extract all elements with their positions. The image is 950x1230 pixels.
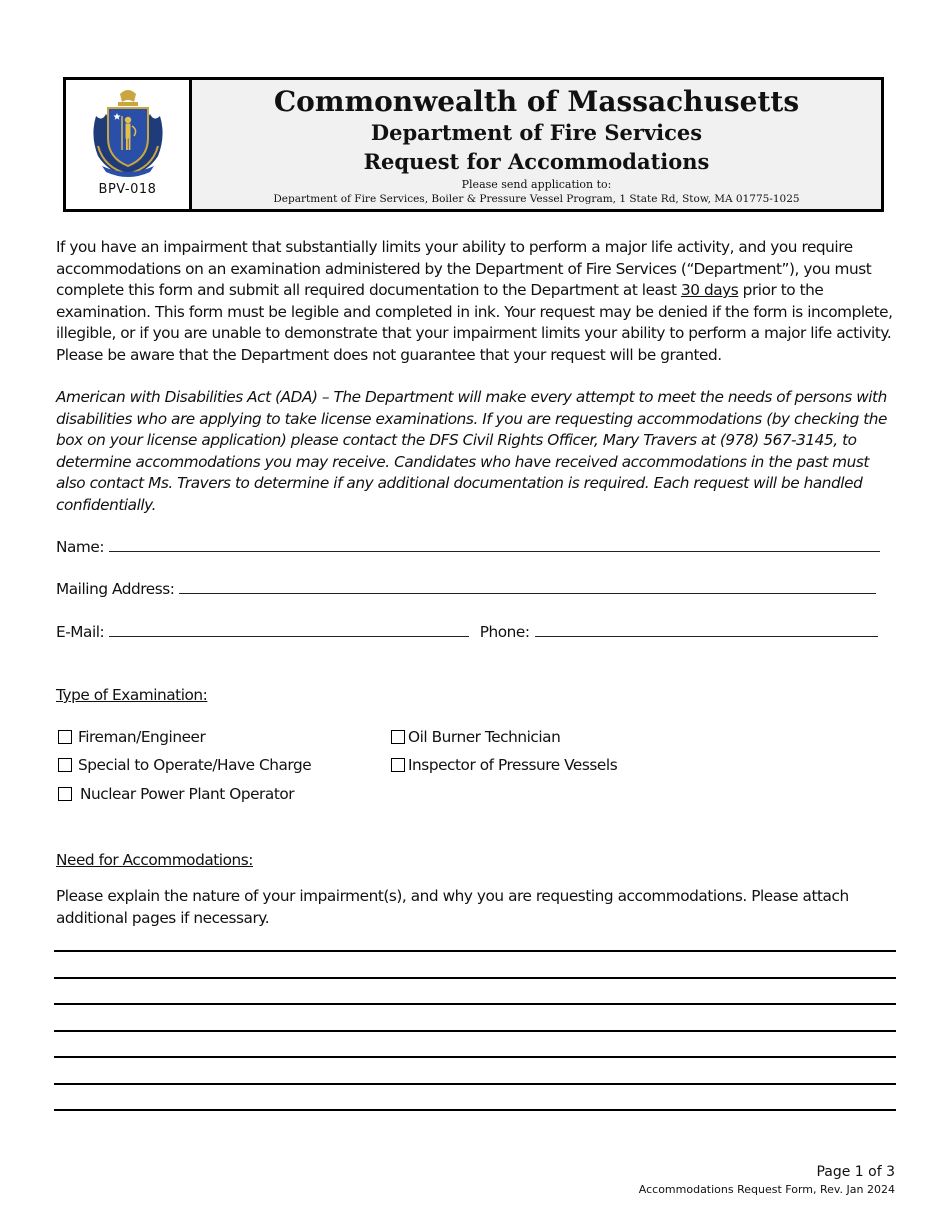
- email-label: E-Mail:: [56, 623, 105, 641]
- checkbox[interactable]: [58, 787, 72, 801]
- page-title: Commonwealth of Massachusetts: [273, 85, 800, 118]
- writing-line[interactable]: [54, 977, 896, 979]
- writing-line[interactable]: [54, 1030, 896, 1032]
- exam-option-fireman[interactable]: [58, 728, 205, 746]
- option-label: Special to Operate/Have Charge: [78, 756, 312, 774]
- writing-line[interactable]: [54, 1003, 896, 1005]
- exam-option-oil-burner[interactable]: [391, 728, 560, 746]
- address-row: [56, 579, 876, 598]
- writing-line[interactable]: [54, 1109, 896, 1111]
- intro-text-after: prior to the examination. This form must be legible and completed in ink. Your request may be denied if the form is incomplete, illegible, or if you are unable to demonstrate that your impairment limits your ability to perform a major life activity. Please be aware that the Department does not guarantee that your request will be granted.: [56, 281, 893, 364]
- exam-heading: Type of Examination:: [56, 686, 208, 704]
- send-to-address: Department of Fire Services, Boiler & Pressure Vessel Program, 1 State Rd, Stow, MA 01775-1025: [273, 193, 800, 205]
- address-label: Mailing Address:: [56, 580, 175, 598]
- send-to-label: Please send application to:: [461, 178, 612, 191]
- email-field[interactable]: [109, 622, 469, 637]
- phone-field[interactable]: [535, 622, 878, 637]
- revision-note: Accommodations Request Form, Rev. Jan 2024: [638, 1183, 895, 1196]
- title-cell: [192, 80, 881, 209]
- intro-text-before: If you have an impairment that substantially limits your ability to perform a major life activity, and you require accommodations on an examination administered by the Department of Fire Services (“Department”), you must complete this form and submit all required documentation to the Department at least: [56, 238, 872, 299]
- massachusetts-seal-icon: [88, 86, 168, 178]
- checkbox[interactable]: [391, 758, 405, 772]
- form-title: Request for Accommodations: [363, 149, 710, 174]
- option-label: Inspector of Pressure Vessels: [408, 756, 618, 774]
- checkbox[interactable]: [58, 730, 72, 744]
- page-number: Page 1 of 3: [816, 1164, 895, 1180]
- form-code: BPV-018: [98, 182, 157, 197]
- seal-cell: [66, 80, 192, 209]
- ada-notice: American with Disabilities Act (ADA) – The Department will make every attempt to meet the needs of persons with disabilities who are applying to take license examinations. If you are requesting accommodations (by checking the box on your license application) please contact the DFS Civil Rights Officer, Mary Travers at (978) 567-3145, to determine accommodations you may receive. Candidates who have received accommodations in the past must also contact Ms. Travers to determine if any additional documentation is required. Each request will be handled confidentially.: [56, 388, 888, 514]
- form-header: [63, 77, 884, 212]
- department-name: Department of Fire Services: [370, 120, 703, 145]
- option-label: Fireman/Engineer: [78, 728, 206, 746]
- need-heading: Need for Accommodations:: [56, 851, 253, 869]
- writing-line[interactable]: [54, 1056, 896, 1058]
- name-row: [56, 537, 880, 556]
- deadline-text: 30 days: [680, 281, 739, 299]
- name-label: Name:: [56, 538, 105, 556]
- writing-line[interactable]: [54, 950, 896, 952]
- phone-label: Phone:: [479, 623, 530, 641]
- writing-line[interactable]: [54, 1083, 896, 1085]
- checkbox[interactable]: [391, 730, 405, 744]
- name-field[interactable]: [109, 537, 880, 552]
- intro-paragraph: [56, 237, 896, 366]
- contact-row: [56, 622, 878, 641]
- exam-option-special[interactable]: [58, 756, 311, 774]
- option-label: Oil Burner Technician: [408, 728, 561, 746]
- checkbox[interactable]: [58, 758, 72, 772]
- option-label: Nuclear Power Plant Operator: [80, 785, 295, 803]
- exam-option-inspector[interactable]: [391, 756, 617, 774]
- address-field[interactable]: [179, 579, 876, 594]
- need-instructions: Please explain the nature of your impairment(s), and why you are requesting accommodations. Please attach additional pages if necessary.: [56, 887, 849, 927]
- exam-option-nuclear[interactable]: [58, 785, 294, 803]
